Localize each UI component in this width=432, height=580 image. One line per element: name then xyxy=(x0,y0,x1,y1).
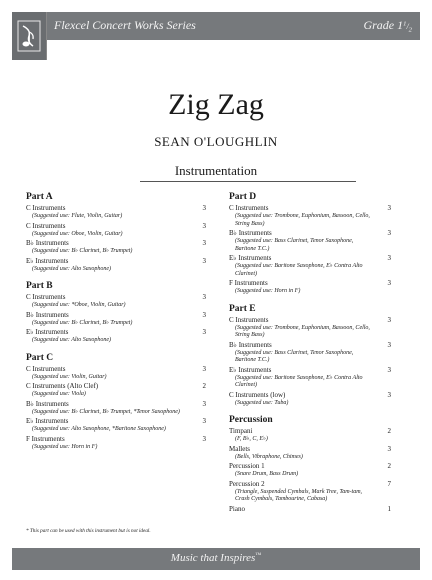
instrument-item xyxy=(229,279,393,296)
instrument-item xyxy=(26,204,208,221)
part-title: Part E xyxy=(229,303,256,314)
instrument-item xyxy=(229,480,393,504)
part-section xyxy=(229,415,393,514)
suggested-use: (Suggested use: B♭ Clarinet, B♭ Trumpet, *Tenor Saxophone) xyxy=(32,408,180,415)
instrument-item xyxy=(229,366,393,390)
part-section xyxy=(26,281,208,345)
composer-name: SEAN O'LOUGHLIN xyxy=(154,134,278,149)
suggested-use: (Suggested use: Tuba) xyxy=(235,399,289,406)
suggested-use: (Suggested use: Oboe, Violin, Guitar) xyxy=(32,230,123,237)
part-count: 2 xyxy=(387,462,391,470)
suggested-use: (Suggested use: B♭ Clarinet, B♭ Trumpet) xyxy=(32,248,133,254)
suggested-use: (Suggested use: Viola) xyxy=(32,391,86,397)
instrument-name: B♭ Instruments xyxy=(229,340,272,349)
instrument-item xyxy=(229,254,393,278)
instrument-name: E♭ Instruments xyxy=(26,328,69,336)
suggested-use: (Suggested use: B♭ Clarinet, B♭ Trumpet) xyxy=(32,319,133,326)
instrument-name: B♭ Instruments xyxy=(229,229,272,237)
suggested-use: (Triangle, Suspended Cymbals, Mark Tree, Tam-tam, Crash Cymbals, Tambourine, Cabasa) xyxy=(235,488,363,502)
suggested-use: (Suggested use: Baritone Saxophone, E♭ Contra Alto Clarinet) xyxy=(235,263,363,277)
suggested-use: (Suggested use: Violin, Guitar) xyxy=(32,373,107,380)
part-count: 3 xyxy=(387,340,391,349)
suggested-use: (Snare Drum, Bass Drum) xyxy=(235,471,299,477)
tagline xyxy=(12,552,420,564)
suggested-use: (Suggested use: Alto Saxophone, *Baritone Saxophone) xyxy=(32,426,166,432)
instrument-name: Percussion 2 xyxy=(229,479,265,488)
instrument-item xyxy=(26,435,208,452)
instrument-item xyxy=(229,427,393,444)
suggested-use: (Suggested use: Trombone, Euphonium, Bassoon, Cello, String Bass) xyxy=(235,213,370,227)
part-count: 3 xyxy=(202,399,206,408)
part-count: 3 xyxy=(202,293,206,301)
instrument-item xyxy=(26,311,208,328)
suggested-use: (Suggested use: *Oboe, Violin, Guitar) xyxy=(32,302,126,308)
part-section xyxy=(229,304,393,408)
part-count: 3 xyxy=(387,204,391,212)
part-count: 1 xyxy=(387,504,391,513)
instrument-name: C Instruments xyxy=(26,204,66,212)
grade-level xyxy=(363,18,412,34)
instrument-name: C Instruments xyxy=(229,204,269,212)
instrument-name: Percussion 1 xyxy=(229,462,265,470)
part-count: 3 xyxy=(202,221,206,230)
publisher-logo xyxy=(12,12,47,60)
instrument-name: Piano xyxy=(229,504,245,513)
instrument-item xyxy=(26,293,208,310)
instrument-name: C Instruments xyxy=(26,364,66,373)
instrument-item xyxy=(26,400,208,417)
instrument-item xyxy=(229,341,393,365)
instrument-item xyxy=(26,239,208,256)
grade-fraction: $^1/_2$ xyxy=(403,20,412,34)
grade-prefix: Grade 1 xyxy=(363,18,404,32)
part-count: 3 xyxy=(202,256,206,265)
suggested-use: (F, B♭, C, E♭) xyxy=(235,436,268,442)
part-count: 3 xyxy=(387,315,391,324)
part-count: 3 xyxy=(387,279,391,287)
instrument-name: C Instruments xyxy=(229,315,269,324)
instrument-item xyxy=(26,365,208,382)
suggested-use: (Suggested use: Flute, Violin, Guitar) xyxy=(32,213,123,219)
part-count: 3 xyxy=(202,417,206,425)
instrument-name: F Instruments xyxy=(26,434,65,443)
instrument-name: E♭ Instruments xyxy=(229,254,272,262)
suggested-use: (Suggested use: Horn in F) xyxy=(235,288,301,294)
part-title: Part D xyxy=(229,192,257,202)
suggested-use: (Suggested use: Bass Clarinet, Tenor Saxophone, Baritone T.C.) xyxy=(235,238,354,252)
instrument-name: Timpani xyxy=(229,427,253,435)
instrument-name: C Instruments (low) xyxy=(229,390,286,399)
series-header-bar xyxy=(12,12,420,40)
instrumentation-left-column xyxy=(26,192,208,459)
part-count: 7 xyxy=(387,479,391,488)
part-count: 3 xyxy=(202,239,206,247)
instrument-name: B♭ Instruments xyxy=(26,239,69,247)
instrument-item xyxy=(229,229,393,253)
part-count: 3 xyxy=(387,365,391,374)
instrument-name: C Instruments (Alto Clef) xyxy=(26,382,99,390)
part-count: 3 xyxy=(387,254,391,262)
instrument-name: E♭ Instruments xyxy=(229,365,272,374)
piece-title: Zig Zag xyxy=(168,88,264,121)
part-count: 2 xyxy=(202,382,206,390)
instrument-name: B♭ Instruments xyxy=(26,310,69,319)
part-count: 3 xyxy=(387,390,391,399)
part-title: Part B xyxy=(26,281,53,291)
instrument-item xyxy=(229,445,393,462)
suggested-use: (Bells, Vibraphone, Chimes) xyxy=(235,453,303,460)
tagline-text: Music that Inspires xyxy=(170,552,256,564)
instrument-item xyxy=(229,391,393,408)
suggested-use: (Suggested use: Baritone Saxophone, E♭ Contra Alto Clarinet) xyxy=(235,374,363,388)
instrument-name: Mallets xyxy=(229,444,250,453)
part-title: Part A xyxy=(26,192,53,202)
heading-divider xyxy=(140,181,356,182)
instrument-name: B♭ Instruments xyxy=(26,399,69,408)
part-section xyxy=(26,192,208,273)
instrument-item xyxy=(26,382,208,399)
instrument-name: C Instruments xyxy=(26,221,66,230)
instrumentation-heading: Instrumentation xyxy=(174,163,258,178)
part-count: 3 xyxy=(202,310,206,319)
part-count: 3 xyxy=(202,204,206,212)
instrument-item xyxy=(229,505,393,514)
instrument-name: F Instruments xyxy=(229,279,268,287)
suggested-use: (Suggested use: Alto Saxophone) xyxy=(32,337,112,343)
suggested-use: (Suggested use: Alto Saxophone) xyxy=(32,265,112,272)
instrument-item xyxy=(26,257,208,274)
series-name: Flexcel Concert Works Series xyxy=(54,18,196,32)
part-count: 3 xyxy=(202,364,206,373)
footer-bar xyxy=(12,548,420,570)
instrument-item xyxy=(229,316,393,340)
instrument-name: E♭ Instruments xyxy=(26,256,69,265)
suggested-use: (Suggested use: Horn in F) xyxy=(32,443,98,450)
footnote: * This part can be used with this instrument but is not ideal. xyxy=(26,528,151,534)
music-note-logo-icon xyxy=(17,20,41,52)
trademark-symbol: ™ xyxy=(255,552,262,559)
instrument-name: E♭ Instruments xyxy=(26,417,69,425)
instrument-item xyxy=(229,204,393,228)
instrument-item xyxy=(26,417,208,434)
part-count: 3 xyxy=(202,328,206,336)
part-count: 2 xyxy=(387,427,391,435)
part-count: 3 xyxy=(202,434,206,443)
instrument-item xyxy=(229,462,393,479)
instrumentation-right-column xyxy=(229,192,393,522)
suggested-use: (Suggested use: Bass Clarinet, Tenor Saxophone, Baritone T.C.) xyxy=(235,349,354,363)
part-section xyxy=(26,353,208,452)
part-count: 3 xyxy=(387,444,391,453)
suggested-use: (Suggested use: Trombone, Euphonium, Bassoon, Cello, String Bass) xyxy=(235,324,370,338)
part-title: Percussion xyxy=(229,415,273,425)
instrument-name: C Instruments xyxy=(26,293,66,301)
part-title: Part C xyxy=(26,352,54,363)
instrument-item xyxy=(26,328,208,345)
part-count: 3 xyxy=(387,229,391,237)
instrument-item xyxy=(26,222,208,239)
part-section xyxy=(229,192,393,296)
